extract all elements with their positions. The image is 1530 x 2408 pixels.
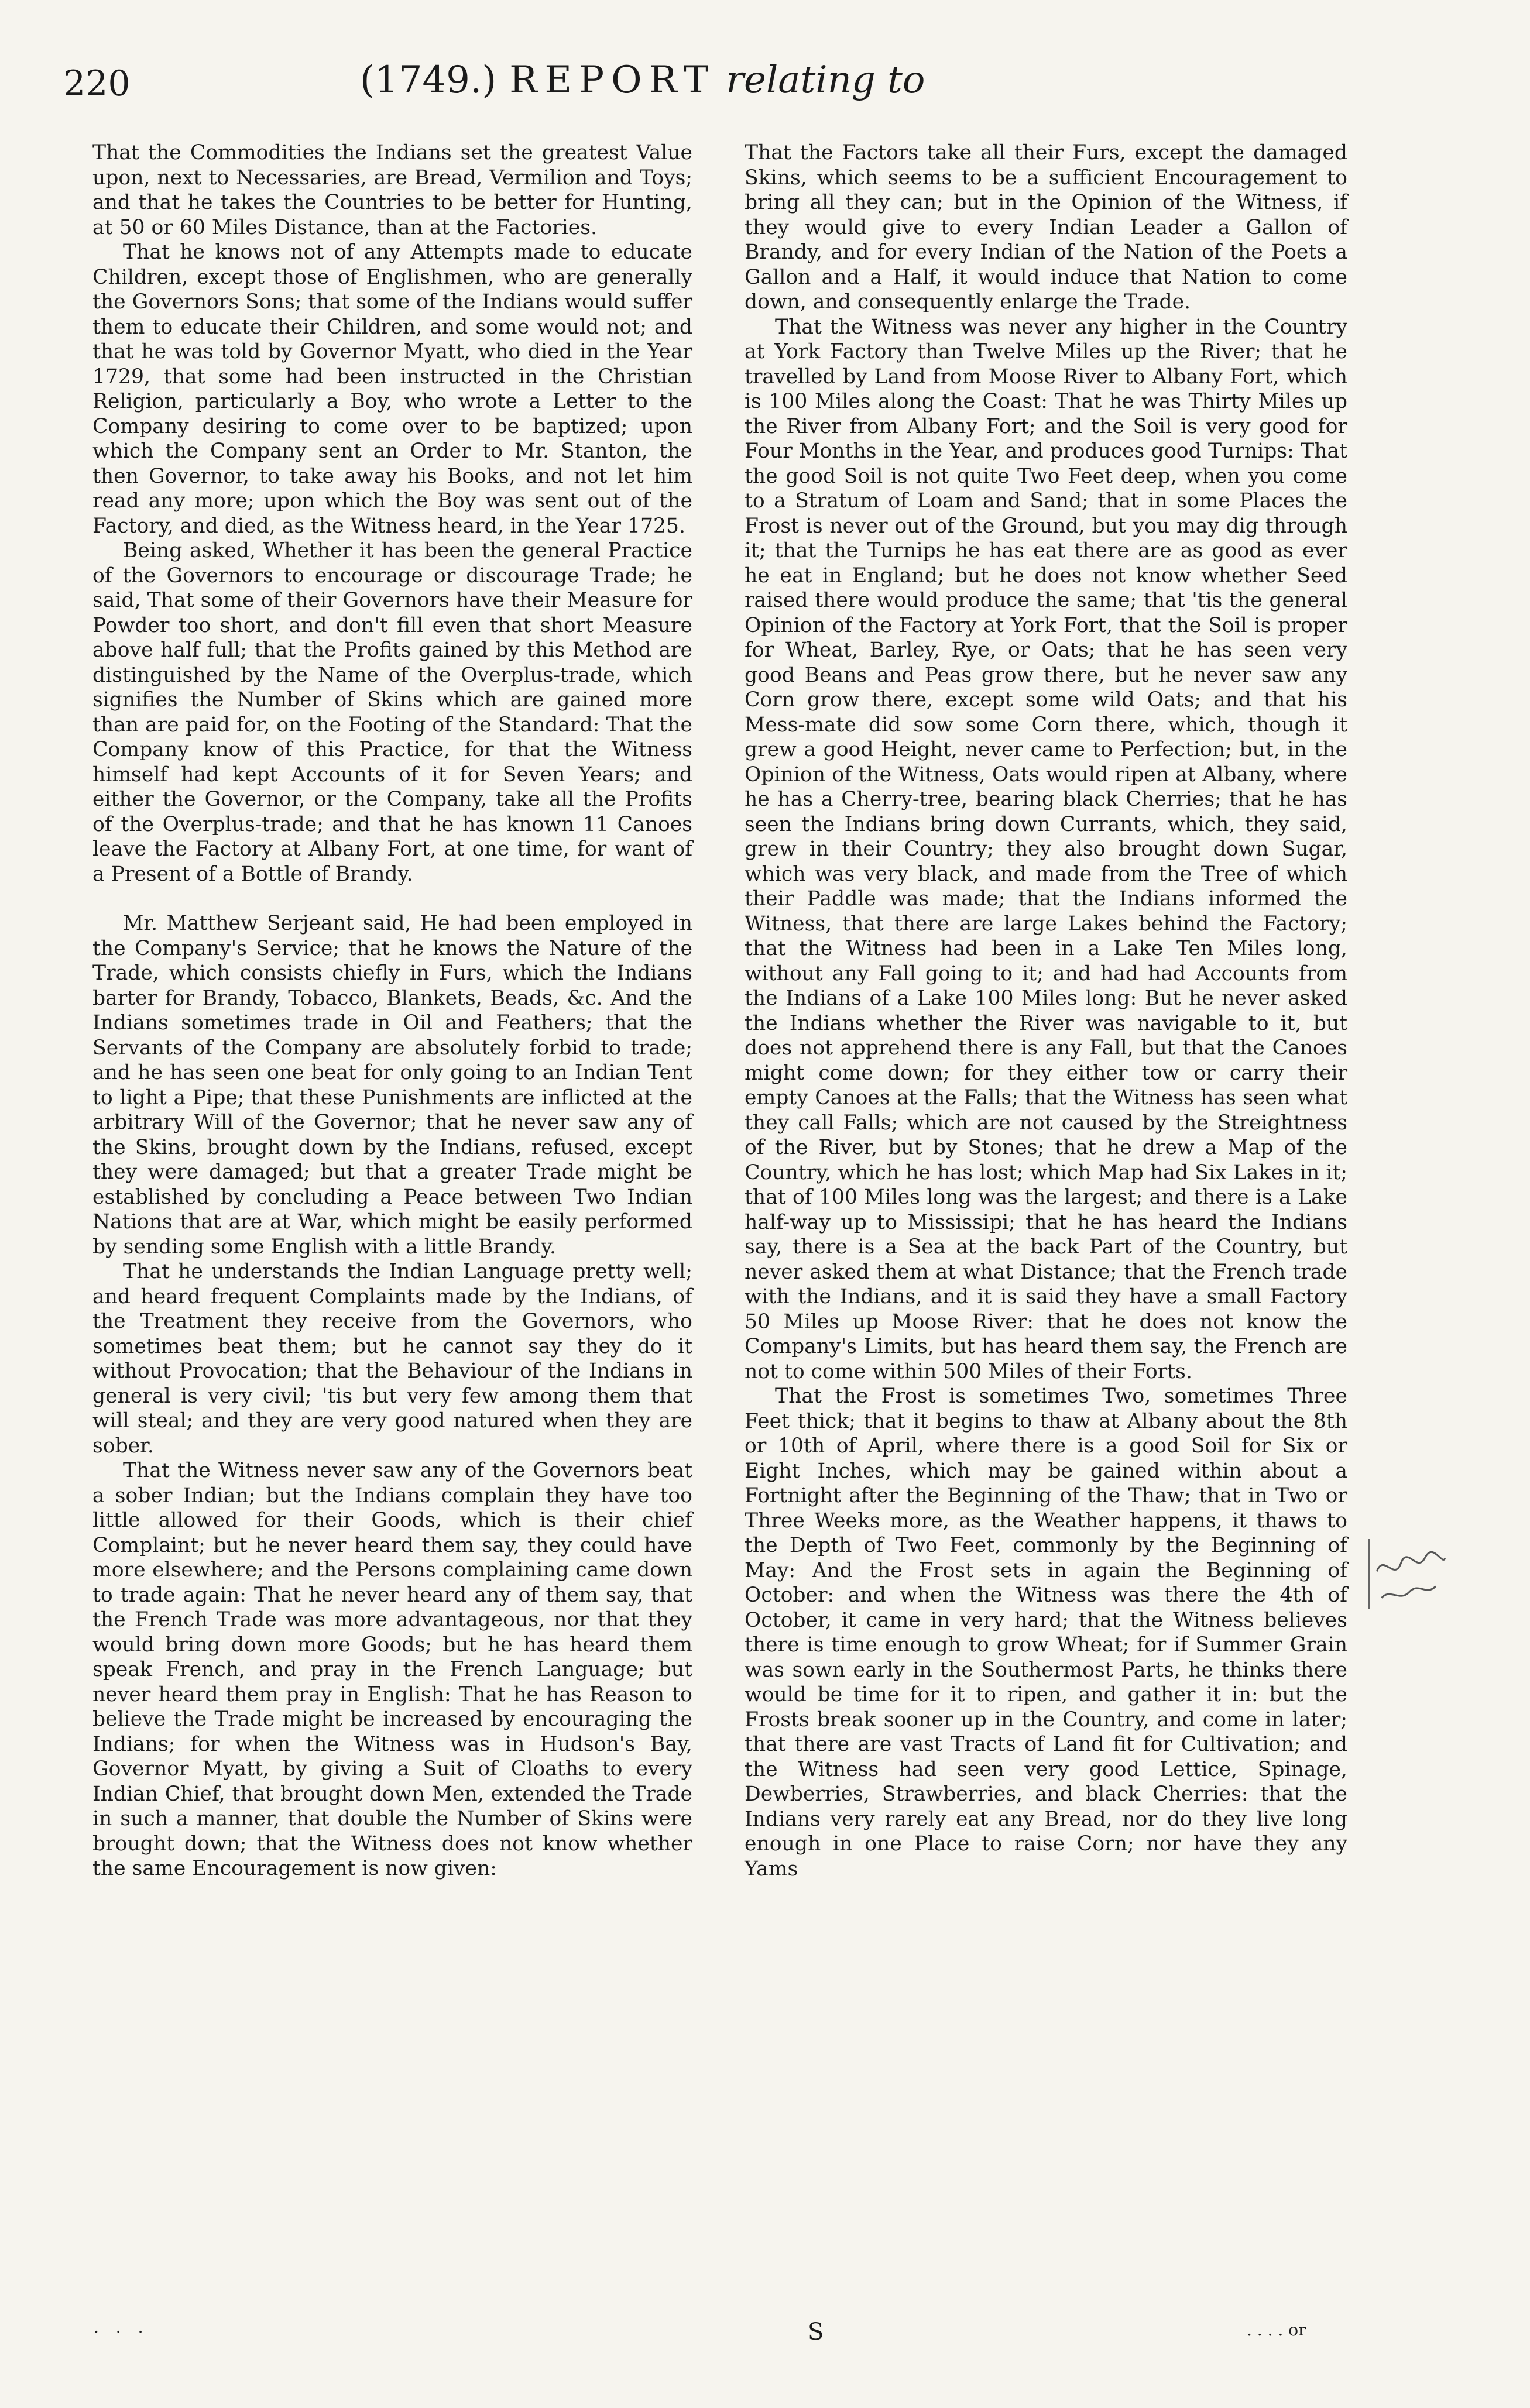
paragraph: That the Commodities the Indians set the greatest Value upon, next to Necessaries, are Bread, Vermilion and Toys; and that he takes the Countries to be better for Hunting, at 50 or 60 Miles Distance, than at the Factories. — [92, 141, 692, 239]
header-relating: relating to — [726, 59, 925, 102]
paragraph: Being asked, Whether it has been the general Practice of the Governors to encourage or discourage Trade; he said, That some of their Governors have their Measure for Powder too short, and don't fill even that short Measure above half full; that the Profits gained by this Method are distinguished by the Name of the Overplus-trade, which signifies the Number of Skins which are gained more than are paid for, on the Footing of the Standard: That the Company know of this Practice, for that the Witness himself had kept Accounts of it for Seven Years; and either the Governor, or the Company, take all the Profits of the Overplus-trade; and that he has known 11 Canoes leave the Factory at Albany Fort, at one time, for want of a Present of a Bottle of Brandy. — [92, 539, 692, 886]
right-column — [745, 140, 1347, 1881]
paragraph: That he understands the Indian Language pretty well; and heard frequent Complaints made by the Indians, of the Treatment they receive from the Governors, who sometimes beat them; but he cannot say they do it without Provocation; that the Behaviour of the Indians in general is very civil; 'tis but very few among them that will steal; and they are very good natured when they are sober. — [92, 1260, 692, 1458]
handwritten-marginal-note — [1371, 1542, 1453, 1620]
margin-mark — [1368, 1539, 1370, 1609]
left-column — [92, 140, 692, 1881]
catchword: . . . . or — [1247, 2320, 1306, 2340]
paragraph: That the Witness never saw any of the Governors beat a sober Indian; but the Indians complain they have too little allowed for their Goods, which is their chief Complaint; but he never heard them say, they could have more elsewhere; and the Persons complaining came down to trade again: That he never heard any of them say, that the French Trade was more advantageous, nor that they would bring down more Goods; but he has heard them speak French, and pray in the French Language; but never heard them pray in English: That he has Reason to believe the Trade might be increased by encouraging the Indians; for when the Witness was in Hudson's Bay, Governor Myatt, by giving a Suit of Cloaths to every Indian Chief, that brought down Men, extended the Trade in such a manner, that double the Number of Skins were brought down; that the Witness does not know whether the same Encouragement is now given: — [92, 1459, 692, 1880]
paragraph: That the Factors take all their Furs, except the damaged Skins, which seems to be a sufficient Encouragement to bring all they can; but in the Opinion of the Witness, if they would give to every Indian Leader a Gallon of Brandy, and for every Indian of the Nation of the Poets a Gallon and a Half, it would induce that Nation to come down, and consequently enlarge the Trade. — [745, 141, 1347, 314]
header-report: REPORT — [509, 59, 716, 102]
handwriting-scribble-icon — [1371, 1542, 1453, 1613]
paragraph: That he knows not of any Attempts made to educate Children, except those of Englishmen, who are generally the Governors Sons; that some of the Indians would suffer them to educate their Children, and some would not; and that he was told by Governor Myatt, who died in the Year 1729, that some had been instructed in the Christian Religion, particularly a Boy, who wrote a Letter to the Company desiring to come over to be baptized; upon which the Company sent an Order to Mr. Stanton, the then Governor, to take away his Books, and not let him read any more; upon which the Boy was sent out of the Factory, and died, as the Witness heard, in the Year 1725. — [92, 241, 692, 538]
catchword-text: or — [1288, 2320, 1306, 2340]
footer-dots: . . . — [94, 2317, 149, 2337]
header-year: (1749.) — [360, 59, 497, 102]
paragraph: Mr. Matthew Serjeant said, He had been employed in the Company's Service; that he knows the Nature of the Trade, which consists chiefly in Furs, which the Indians barter for Brandy, Tobacco, Blankets, Beads, &c. And the Indians sometimes trade in Oil and Feathers; that the Servants of the Company are absolutely forbid to trade; and he has seen one beat for only going to an Indian Tent to light a Pipe; that these Punishments are inflicted at the arbitrary Will of the Governor; that he never saw any of the Skins, brought down by the Indians, refused, except they were damaged; but that a greater Trade might be established by concluding a Peace between Two Indian Nations that are at War, which might be easily performed by sending some English with a little Brandy. — [92, 912, 692, 1259]
paragraph: That the Witness was never any higher in the Country at York Factory than Twelve Miles up the River; that he travelled by Land from Moose River to Albany Fort, which is 100 Miles along the Coast: That he was Thirty Miles up the River from Albany Fort; and the Soil is very good for Four Months in the Year, and produces good Turnips: That the good Soil is not quite Two Feet deep, when you come to a Stratum of Loam and Sand; that in some Places the Frost is never out of the Ground, but you may dig through it; that the Turnips he has eat there are as good as ever he eat in England; but he does not know whether Seed raised there would produce the same; that 'tis the general Opinion of the Factory at York Fort, that the Soil is proper for Wheat, Barley, Rye, or Oats; that he has seen very good Beans and Peas grow there, but he never saw any Corn grow there, except some wild Oats; and that his Mess-mate did sow some Corn there, which, though it grew a good Height, never came to Perfection; but, in the Opinion of the Witness, Oats would ripen at Albany, where he has a Cherry-tree, bearing black Cherries; that he has seen the Indians bring down Currants, which, they said, grew in their Country; they also brought down Sugar, which was very black, and made from the Tree of which their Paddle was made; that the Indians informed the Witness, that there are large Lakes behind the Factory; that the Witness had been in a Lake Ten Miles long, without any Fall going to it; and had had Accounts from the Indians of a Lake 100 Miles long: But he never asked the Indians whether the River was navigable to it, but does not apprehend there is any Fall, but that the Canoes might come down; for they either tow or carry their empty Canoes at the Falls; that the Witness has seen what they call Falls; which are not caused by the Streightness of the River, but by Stones; that he drew a Map of the Country, which he has lost; which Map had Six Lakes in it; that of 100 Miles long was the largest; and there is a Lake half-way up to Mississipi; that he has heard the Indians say, there is a Sea at the back Part of the Country, but never asked them at what Distance; that the French trade with the Indians, and it is said they have a small Factory 50 Miles up Moose River: that he does not know the Company's Limits, but has heard them say, the French are not to come within 500 Miles of their Forts. — [745, 315, 1347, 1383]
running-title — [360, 59, 925, 102]
page-number: 220 — [63, 63, 131, 104]
signature-mark: S — [808, 2318, 824, 2345]
paragraph: That the Frost is sometimes Two, sometimes Three Feet thick; that it begins to thaw at Albany about the 8th or 10th of April, where there is a good Soil for Six or Eight Inches, which may be gained within about a Fortnight after the Beginning of the Thaw; that in Two or Three Weeks more, as the Weather happens, it thaws to the Depth of Two Feet, commonly by the Beginning of May: And the Frost sets in again the Beginning of October: and when the Witness was there the 4th of October, it came in very hard; that the Witness believes there is time enough to grow Wheat; for if Summer Grain was sown early in the Southermost Parts, he thinks there would be time for it to ripen, and gather it in: but the Frosts break sooner up in the Country, and come in later; that there are vast Tracts of Land fit for Cultivation; and the Witness had seen very good Lettice, Spinage, Dewberries, Strawberries, and black Cherries: that the Indians very rarely eat any Bread, nor do they live long enough in one Place to raise Corn; nor have they any Yams — [745, 1385, 1347, 1881]
running-header — [0, 59, 1530, 123]
